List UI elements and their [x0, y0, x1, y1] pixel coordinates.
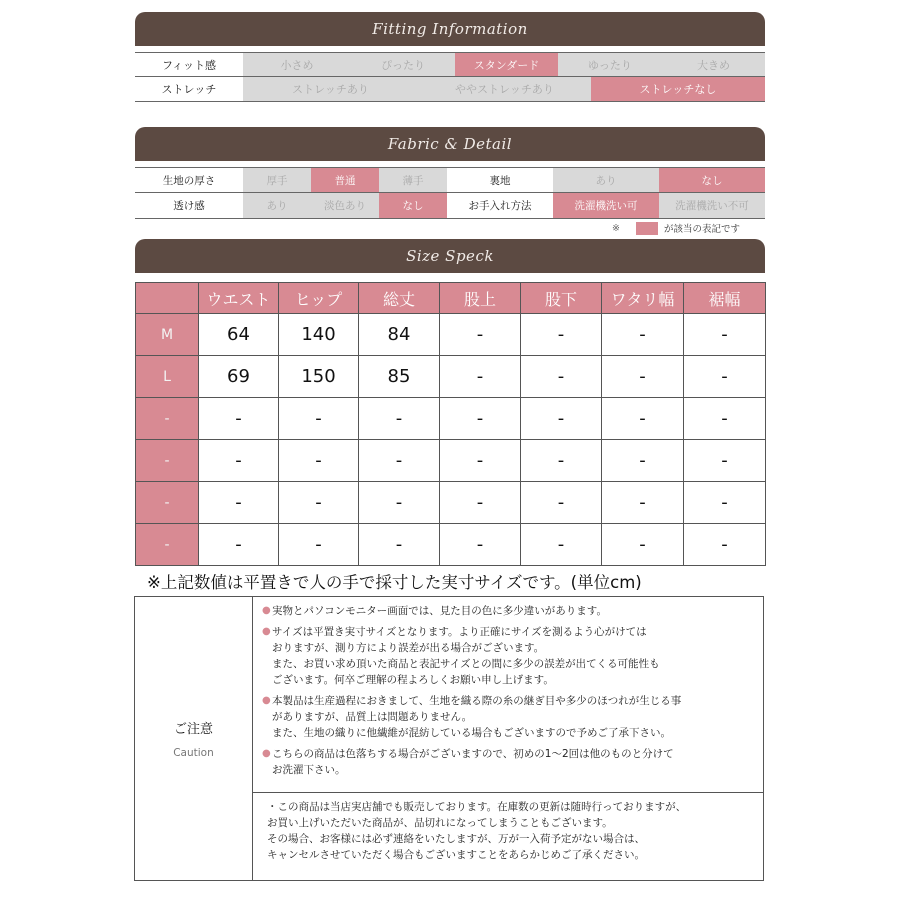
caution-line: お洗濯下さい。	[272, 764, 346, 776]
thickness-label: 生地の厚さ	[135, 168, 243, 192]
notice-line: その場合、お客様には必ず連絡をいたしますが、万が一入荷予定がない場合は、	[267, 833, 645, 845]
size-cell: 64	[199, 314, 279, 356]
thickness-row	[135, 167, 765, 193]
size-cell: -	[684, 440, 766, 482]
size-cell: -	[199, 524, 279, 566]
table-row	[136, 398, 766, 440]
fit-row	[135, 52, 765, 77]
size-header-cell: ウエスト	[199, 283, 279, 314]
caution-items	[253, 597, 763, 793]
size-cell: -	[440, 524, 521, 566]
legend-text: が該当の表記です	[663, 224, 740, 235]
table-row	[136, 356, 766, 398]
fit-option: ゆったり	[558, 53, 662, 76]
caution-line: がありますが、品質上は問題ありません。	[272, 711, 473, 723]
size-row-label: M	[136, 314, 199, 356]
caution-line: また、お買い求め頂いた商品と表記サイズとの間に多少の誤差が出てくる可能性も	[272, 658, 660, 670]
legend	[612, 221, 740, 235]
sheer-option-selected: なし	[379, 193, 447, 218]
size-cell: 84	[359, 314, 440, 356]
size-header-cell: ヒップ	[279, 283, 359, 314]
size-cell: -	[440, 398, 521, 440]
size-cell: 150	[279, 356, 359, 398]
caution-line: ございます。何卒ご理解の程よろしくお願い申し上げます。	[272, 674, 554, 686]
size-cell: -	[684, 524, 766, 566]
fit-option: ぴったり	[351, 53, 455, 76]
legend-mark: ※	[612, 222, 620, 234]
caution-label-jp: ご注意	[173, 722, 213, 737]
size-row-label: -	[136, 398, 199, 440]
size-cell: -	[279, 398, 359, 440]
sheer-row	[135, 193, 765, 219]
bullet-icon: ●	[262, 748, 271, 759]
size-cell: -	[199, 482, 279, 524]
size-header-cell: ワタリ幅	[602, 283, 684, 314]
size-cell: -	[684, 314, 766, 356]
bullet-icon: ●	[262, 605, 271, 616]
size-cell: -	[602, 398, 684, 440]
size-cell: -	[602, 482, 684, 524]
size-row-label: -	[136, 482, 199, 524]
care-label: お手入れ方法	[447, 193, 553, 218]
size-cell: 140	[279, 314, 359, 356]
fabric-grid	[135, 167, 765, 219]
fit-option: 大きめ	[662, 53, 765, 76]
size-cell: -	[521, 482, 602, 524]
size-cell: -	[602, 524, 684, 566]
caution-line: 実物とパソコンモニター画面では、見た目の色に多少違いがあります。	[272, 605, 607, 617]
size-cell: -	[440, 482, 521, 524]
fitting-title: Fitting Information	[135, 12, 765, 46]
list-item	[262, 603, 757, 619]
thickness-option: 厚手	[243, 168, 311, 192]
size-cell: -	[279, 524, 359, 566]
stretch-option-selected: ストレッチなし	[591, 77, 765, 101]
size-cell: -	[440, 314, 521, 356]
notice-line: キャンセルさせていただく場合もございますことをあらかじめご了承ください。	[267, 849, 645, 861]
bullet-icon: ●	[262, 695, 271, 706]
size-row-label: -	[136, 524, 199, 566]
size-cell: -	[359, 482, 440, 524]
stretch-option: ややストレッチあり	[418, 77, 591, 101]
caution-label-en: Caution	[173, 747, 214, 759]
fabric-title: Fabric & Detail	[135, 127, 765, 161]
thickness-option: 薄手	[379, 168, 447, 192]
table-row	[136, 524, 766, 566]
list-item	[262, 746, 757, 778]
table-row	[136, 482, 766, 524]
size-cell: -	[602, 440, 684, 482]
caution-line: おりますが、測り方により誤差が出る場合がございます。	[272, 642, 545, 654]
size-cell: -	[199, 398, 279, 440]
size-cell: -	[359, 440, 440, 482]
caution-box	[134, 596, 764, 881]
bullet-icon: ●	[262, 626, 271, 637]
list-item	[262, 693, 757, 741]
size-cell: -	[521, 356, 602, 398]
size-cell: -	[199, 440, 279, 482]
care-option-selected: 洗濯機洗い可	[553, 193, 659, 218]
notice-line: お買い上げいただいた商品が、品切れになってしまうこともございます。	[267, 817, 613, 829]
size-cell: -	[359, 524, 440, 566]
table-row	[136, 440, 766, 482]
size-cell: -	[521, 524, 602, 566]
size-cell: -	[521, 440, 602, 482]
fit-option-selected: スタンダード	[455, 53, 558, 76]
caution-line: サイズは平置き実寸サイズとなります。より正確にサイズを測るよう心がけては	[272, 626, 647, 638]
lining-option-selected: なし	[659, 168, 765, 192]
size-header-cell: 股下	[521, 283, 602, 314]
size-cell: -	[279, 440, 359, 482]
fit-option: 小さめ	[243, 53, 351, 76]
size-note: ※上記数値は平置きで人の手で採寸した実寸サイズです。(単位cm)	[147, 573, 642, 592]
sheer-label: 透け感	[135, 193, 243, 218]
caution-label-cell	[135, 597, 253, 880]
lining-option: あり	[553, 168, 659, 192]
size-cell: -	[684, 482, 766, 524]
fitting-grid	[135, 52, 765, 102]
size-cell: -	[440, 356, 521, 398]
size-table	[135, 282, 766, 566]
stretch-label: ストレッチ	[135, 77, 243, 101]
fit-label: フィット感	[135, 53, 243, 76]
size-cell: 69	[199, 356, 279, 398]
stock-notice	[253, 793, 763, 880]
caution-line: 本製品は生産過程におきまして、生地を織る際の糸の継ぎ目や多少のほつれが生じる事	[272, 695, 682, 707]
size-cell: -	[602, 314, 684, 356]
size-cell: -	[521, 398, 602, 440]
size-cell: -	[440, 440, 521, 482]
size-cell: -	[359, 398, 440, 440]
size-header-cell	[136, 283, 199, 314]
size-cell: 85	[359, 356, 440, 398]
legend-swatch	[636, 222, 658, 235]
table-row	[136, 314, 766, 356]
caution-content	[253, 597, 763, 880]
size-header-row	[136, 283, 766, 314]
size-cell: -	[602, 356, 684, 398]
caution-line: また、生地の織りに他繊維が混紡している場合もございますので予めご了承下さい。	[272, 727, 671, 739]
lining-label: 裏地	[447, 168, 553, 192]
size-cell: -	[279, 482, 359, 524]
care-option: 洗濯機洗い不可	[659, 193, 765, 218]
size-cell: -	[684, 398, 766, 440]
size-title: Size Speck	[135, 239, 765, 273]
size-row-label: -	[136, 440, 199, 482]
sheer-option: あり	[243, 193, 311, 218]
notice-line: ・この商品は当店実店舗でも販売しております。在庫数の更新は随時行っておりますが、	[267, 801, 687, 813]
size-header-cell: 総丈	[359, 283, 440, 314]
size-cell: -	[521, 314, 602, 356]
stretch-option: ストレッチあり	[243, 77, 418, 101]
size-header-cell: 股上	[440, 283, 521, 314]
thickness-option-selected: 普通	[311, 168, 379, 192]
caution-line: こちらの商品は色落ちする場合がございますので、初めの1～2回は他のものと分けて	[272, 748, 674, 760]
stretch-row	[135, 77, 765, 102]
sheer-option: 淡色あり	[311, 193, 379, 218]
list-item	[262, 624, 757, 688]
size-header-cell: 裾幅	[684, 283, 766, 314]
size-cell: -	[684, 356, 766, 398]
size-row-label: L	[136, 356, 199, 398]
